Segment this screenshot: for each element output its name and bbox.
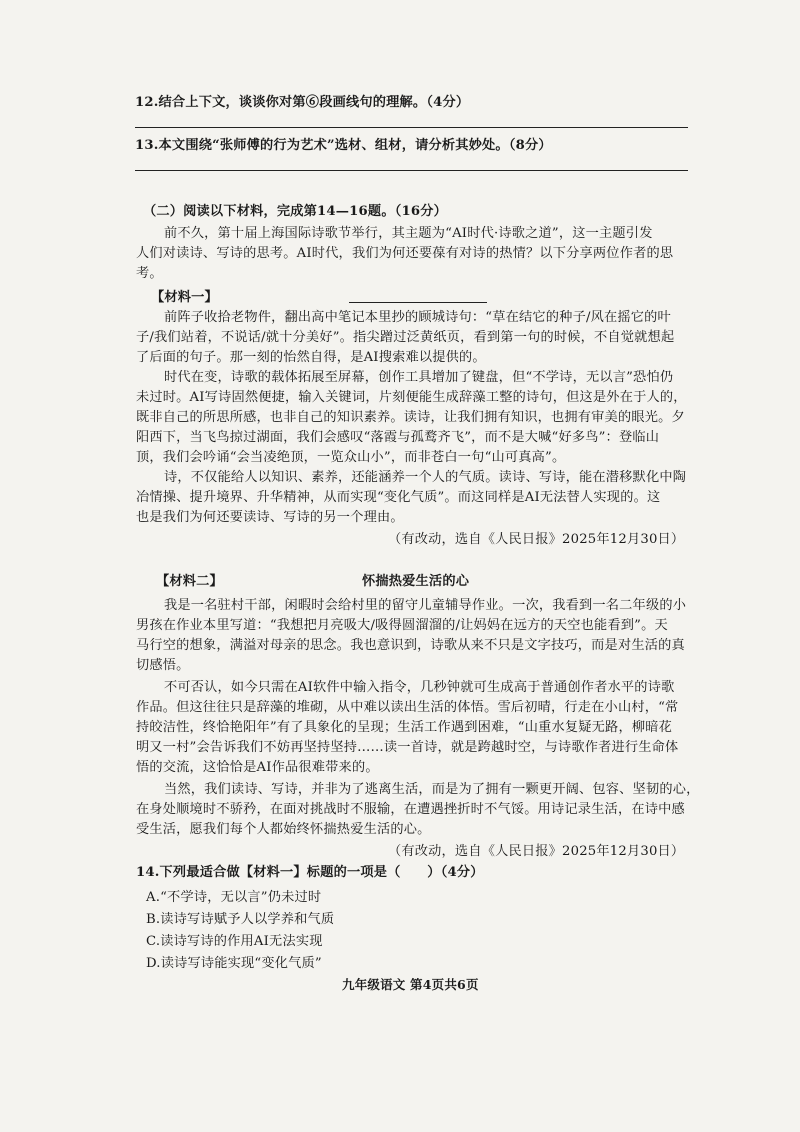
question-14: 14.下列最适合做【材料一】标题的一项是（ ）（4分） xyxy=(136,865,484,880)
question-12: 12.结合上下文，谈谈你对第⑥段画线句的理解。（4分） xyxy=(135,95,470,110)
paragraph-line: 子/我们站着，不说话/就十分美好”。指尖蹭过泛黄纸页，看到第一句的时候，不自觉就想起 xyxy=(136,330,675,345)
paragraph-line: 也是我们为何还要读诗、写诗的另一个理由。 xyxy=(136,510,404,525)
option-d[interactable]: D.读诗写诗能实现“变化气质” xyxy=(146,956,322,971)
paragraph-line: 悟的交流，这恰恰是AI作品很难带来的。 xyxy=(136,760,379,775)
paragraph-line: 男孩在作业本里写道：“我想把月亮吸大/吸得圆溜溜的/让妈妈在远方的天空也能看到”。天 xyxy=(136,618,668,633)
paragraph-line: 明又一村”会告诉我们不妨再坚持坚持……读一首诗，就是跨越时空，与诗歌作者进行生命体 xyxy=(136,740,679,755)
paragraph-line: 诗，不仅能给人以知识、素养，还能涵养一个人的气质。读诗、写诗，能在潜移默化中陶 xyxy=(164,470,687,485)
intro-line: 前不久，第十届上海国际诗歌节举行，其主题为“AI时代·诗歌之道”，这一主题引发 xyxy=(164,226,653,241)
paragraph-line: 时代在变，诗歌的载体拓展至屏幕，创作工具增加了键盘，但“不学诗，无以言”恐怕仍 xyxy=(164,370,674,385)
paragraph-line: 不可否认，如今只需在AI软件中输入指令，几秒钟就可生成高于普通创作者水平的诗歌 xyxy=(164,680,675,695)
source-citation: （有改动，选自《人民日报》2025年12月30日） xyxy=(388,532,685,547)
paragraph-line: 阳西下，当飞鸟掠过湖面，我们会感叹“落霞与孤鹜齐飞”，而不是大喊“好多鸟”：登临山 xyxy=(136,430,660,445)
option-b[interactable]: B.读诗写诗赋予人以学养和气质 xyxy=(146,912,335,927)
answer-line xyxy=(135,170,688,171)
title-blank xyxy=(349,302,487,303)
paragraph-line: 未过时。AI写诗固然便捷，输入关键词，片刻便能生成辞藻工整的诗句，但这是外在于人的， xyxy=(136,390,687,405)
paragraph-line: 作品。但这往往只是辞藻的堆砌，从中难以读出生活的体悟。雪后初晴，行走在小山村，“常 xyxy=(136,700,679,715)
paragraph-line: 在身处顺境时不骄矜，在面对挑战时不服输，在遭遇挫折时不气馁。用诗记录生活，在诗中感 xyxy=(136,802,685,817)
paragraph-line: 受生活，愿我们每个人都始终怀揣热爱生活的心。 xyxy=(136,822,431,837)
paragraph-line: 了后面的句子。那一刻的怡然自得，是AI搜索难以提供的。 xyxy=(136,350,486,365)
page-footer: 九年级语文 第4页共6页 xyxy=(342,977,479,992)
paragraph-line: 切感悟。 xyxy=(136,658,190,673)
intro-line: 考。 xyxy=(136,266,163,281)
paragraph-line: 我是一名驻村干部，闲暇时会给村里的留守儿童辅导作业。一次，我看到一名二年级的小 xyxy=(164,598,687,613)
material1-label: 【材料一】 xyxy=(151,290,218,305)
section-heading: （二）阅读以下材料，完成第14—16题。（16分） xyxy=(143,204,448,219)
source-citation: （有改动，选自《人民日报》2025年12月30日） xyxy=(388,844,685,859)
paragraph-line: 持皎洁性，终恰艳阳年”有了具象化的呈现；生活工作遇到困难，“山重水复疑无路，柳暗花 xyxy=(136,720,672,735)
intro-line: 人们对读诗、写诗的思考。AI时代，我们为何还要葆有对诗的热情？以下分享两位作者的思 xyxy=(136,246,674,261)
paragraph-line: 当然，我们读诗、写诗，并非为了逃离生活，而是为了拥有一颗更开阔、包容、坚韧的心， xyxy=(164,782,700,797)
material2-title: 怀揣热爱生活的心 xyxy=(362,574,470,589)
question-13: 13.本文围绕“张师傅的行为艺术”选材、组材，请分析其妙处。（8分） xyxy=(135,138,552,153)
paragraph-line: 前阵子收拾老物件，翻出高中笔记本里抄的顾城诗句：“草在结它的种子/风在摇它的叶 xyxy=(164,310,671,325)
answer-line xyxy=(135,127,688,128)
option-a[interactable]: A.“不学诗，无以言”仍未过时 xyxy=(146,890,322,905)
option-c[interactable]: C.读诗写诗的作用AI无法实现 xyxy=(146,934,323,949)
material2-label: 【材料二】 xyxy=(156,574,223,589)
paragraph-line: 既非自己的所思所感，也非自己的知识素养。读诗，让我们拥有知识，也拥有审美的眼光。夕 xyxy=(136,410,685,425)
paragraph-line: 顶，我们会吟诵“会当凌绝顶，一览众山小”，而非苍白一句“山可真高”。 xyxy=(136,450,566,465)
paragraph-line: 马行空的想象，满溢对母亲的思念。我也意识到，诗歌从来不只是文字技巧，而是对生活的真 xyxy=(136,638,685,653)
paragraph-line: 冶情操、提升境界、升华精神，从而实现“变化气质”。而这同样是AI无法替人实现的。这 xyxy=(136,490,661,505)
